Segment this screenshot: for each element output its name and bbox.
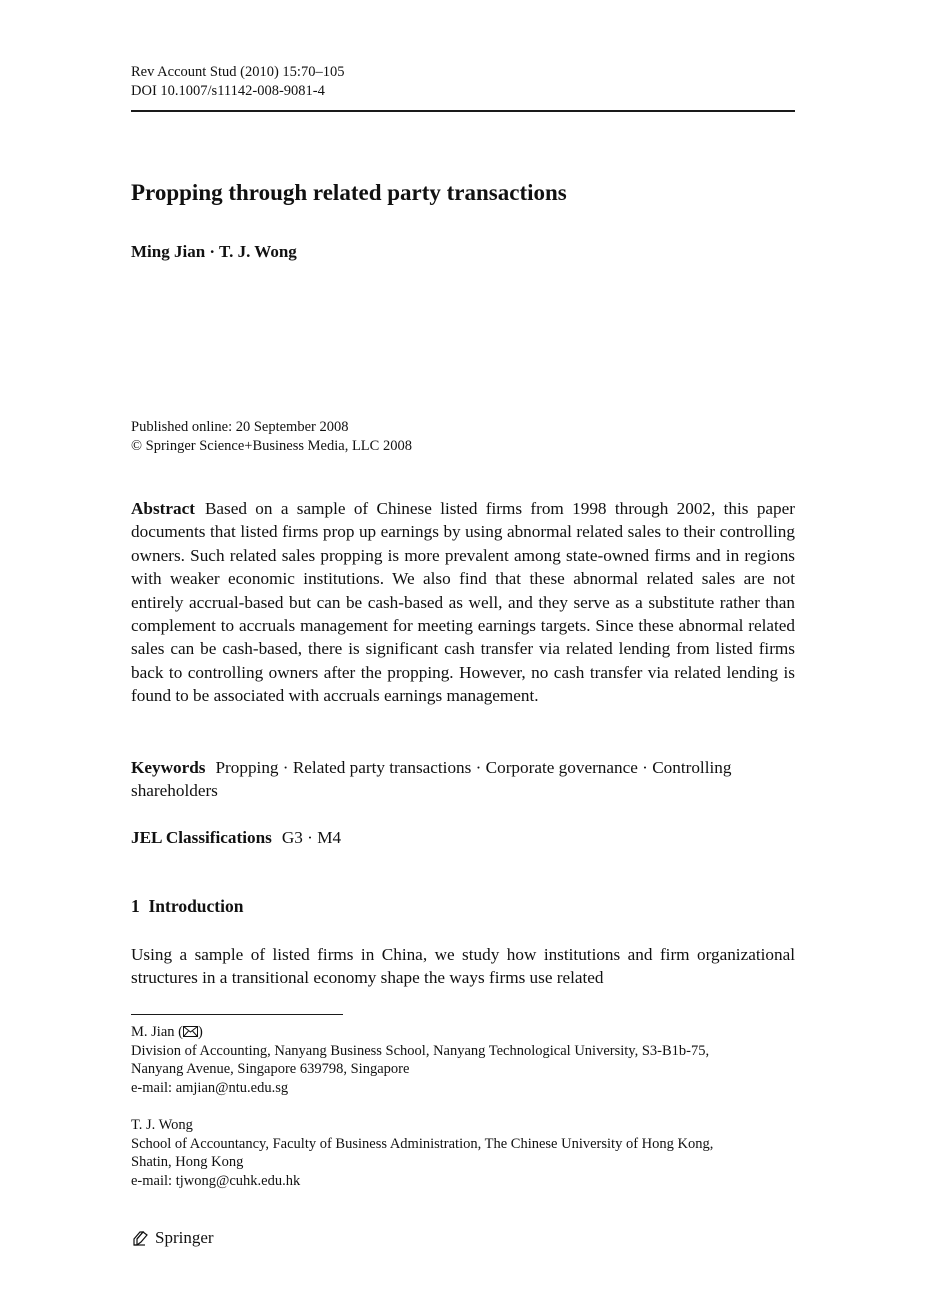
envelope-icon xyxy=(183,1026,198,1037)
intro-paragraph: Using a sample of listed firms in China, we study how institutions and firm organizational structures in a transitional economy shape the ways firms use related xyxy=(131,945,795,988)
author2-email: e-mail: tjwong@cuhk.edu.hk xyxy=(131,1172,301,1189)
abstract-text: Based on a sample of Chinese listed firms from 1998 through 2002, this paper documents that listed firms prop up earnings by using abnormal related sales to their controlling owners. Such related sales propping is more prevalent among state-owned firms and in regions with weaker economic institutions. We also find that these abnormal related sales are not entirely accrual-based but can be cash-based as well, and they serve as a substitute rather than complement to accruals management for meeting earnings targets. Since these abnormal related sales can be cash-based, there is significant cash transfer via related lending from listed firms back to controlling owners after the propping. However, no cash transfer via related lending is found to be associated with accruals earnings management. xyxy=(131,499,795,706)
keywords-text: Propping · Related party transactions · Corporate governance · Controlling shareholders xyxy=(131,758,732,801)
author1-name-line xyxy=(131,1023,795,1042)
author1-affiliation-line2: Nanyang Avenue, Singapore 639798, Singapore xyxy=(131,1061,410,1078)
keywords xyxy=(131,756,795,803)
paper-title: Propping through related party transactions xyxy=(131,180,567,205)
keywords-label: Keywords xyxy=(131,758,206,777)
jel-classifications xyxy=(131,826,341,849)
author2-name: T. J. Wong xyxy=(131,1117,193,1133)
authors: Ming Jian · T. J. Wong xyxy=(131,242,297,261)
author2-affiliation-line1: School of Accountancy, Faculty of Business Administration, The Chinese University of Hong Kong, xyxy=(131,1135,714,1152)
publisher-footer xyxy=(131,1228,214,1248)
jel-label: JEL Classifications xyxy=(131,828,272,847)
author1-name: M. Jian ( xyxy=(131,1024,183,1040)
springer-logo-icon xyxy=(131,1228,151,1248)
doi: DOI 10.1007/s11142-008-9081-4 xyxy=(131,83,325,99)
journal-citation: Rev Account Stud (2010) 15:70–105 xyxy=(131,64,345,80)
abstract xyxy=(131,497,795,708)
section-title: Introduction xyxy=(148,896,244,916)
author1-email: e-mail: amjian@ntu.edu.sg xyxy=(131,1079,289,1096)
publisher-name: Springer xyxy=(155,1228,214,1247)
footnote-author2 xyxy=(131,1116,795,1190)
author1-name-close: ) xyxy=(197,1024,203,1040)
jel-text: G3 · M4 xyxy=(281,828,342,847)
published-date: Published online: 20 September 2008 xyxy=(131,419,349,435)
journal-header xyxy=(131,63,344,101)
footnote-author1 xyxy=(131,1023,795,1097)
author2-affiliation-line2: Shatin, Hong Kong xyxy=(131,1154,244,1171)
footnote-rule xyxy=(131,1014,343,1015)
section-heading xyxy=(131,896,243,917)
header-rule xyxy=(131,110,795,112)
publication-info xyxy=(131,418,412,456)
author1-affiliation-line1: Division of Accounting, Nanyang Business School, Nanyang Technological University, S3-B1b-75, xyxy=(131,1042,710,1059)
section-number: 1 xyxy=(131,896,140,916)
abstract-label: Abstract xyxy=(131,499,195,518)
copyright: © Springer Science+Business Media, LLC 2008 xyxy=(131,438,412,454)
